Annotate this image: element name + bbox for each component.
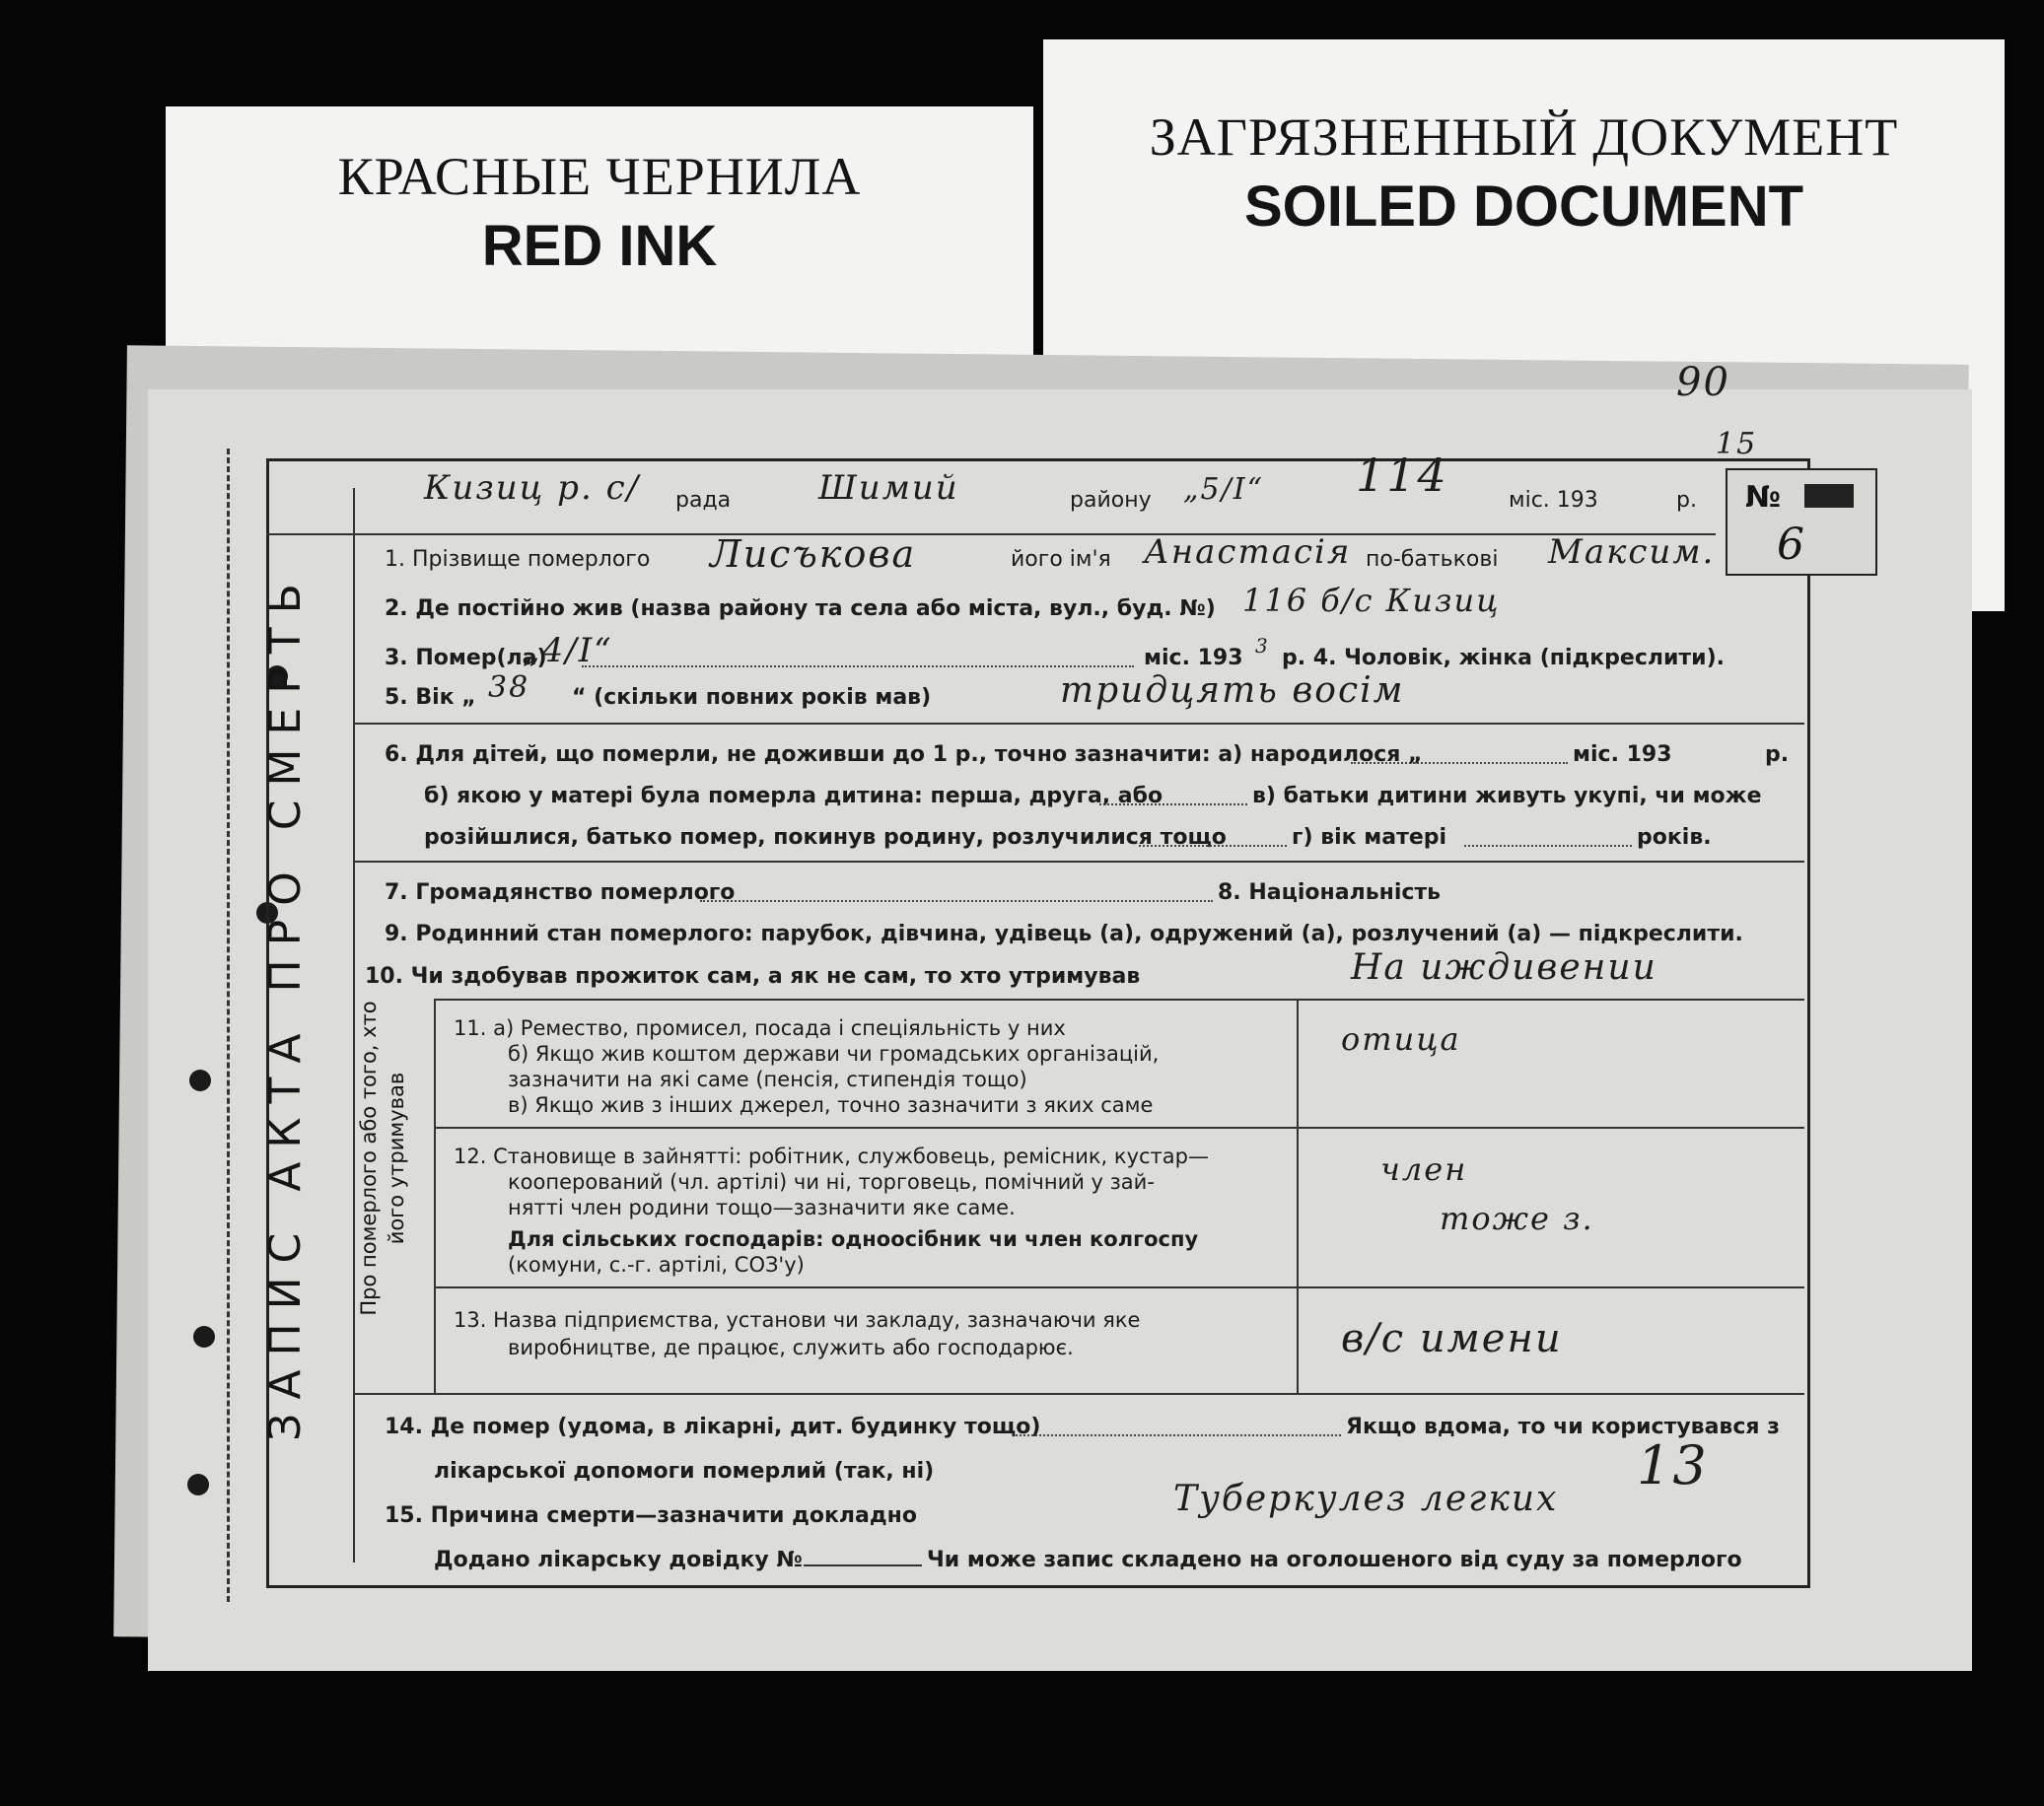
section-rule (434, 1127, 1804, 1129)
support-answer: На иждивении (1351, 947, 1657, 988)
employment-answer-1: член (1380, 1150, 1468, 1188)
side-handwritten-mark: 13 (1637, 1434, 1709, 1496)
dotted-fill-line (1464, 845, 1632, 847)
child-born-label: 6. Для дітей, що померли, не доживши до 1 р., точно зазначити: а) народилося „ (385, 742, 1423, 767)
employment-line-3: нятті член родини тощо—зазначити яке саме. (508, 1196, 1016, 1219)
support-label: 10. Чи здобував прожиток сам, а як не сам, то хто утримував (365, 964, 1141, 989)
death-record-form (148, 360, 1972, 1671)
marital-status-label: 9. Родинний стан померлого: парубок, дівчина, удівець (а), одружений (а), розлучений (а) — підкреслити. (385, 922, 1743, 946)
archive-page-number: 15 (1716, 427, 1758, 461)
place-of-death-label: 14. Де помер (удома, в лікарні, дит. будинку тощо) (385, 1415, 1041, 1439)
header-rule (266, 533, 1716, 535)
red-ink-label-ru: КРАСНЫЕ ЧЕРНИЛА (337, 147, 862, 206)
deceased-surname: Лисъкова (710, 532, 917, 576)
parents-label: в) батьки дитини живуть укупі, чи може (1252, 784, 1762, 808)
occupation-answer: отица (1341, 1020, 1461, 1058)
soiled-label-ru: ЗАГРЯЗНЕННЫЙ ДОКУМЕНТ (1149, 107, 1899, 167)
deceased-first-name: Анастасія (1144, 532, 1352, 572)
court-record-label: Чи може запис складено на оголошеного від суду за померлого (927, 1548, 1742, 1572)
dotted-fill-line (1099, 803, 1247, 805)
dotted-fill-line (582, 665, 1134, 667)
red-ink-label-en: RED INK (481, 214, 718, 278)
record-number-value: 6 (1777, 520, 1804, 570)
medical-help-label: Якщо вдома, то чи користувався з (1346, 1415, 1780, 1439)
dotted-fill-line (1016, 1434, 1341, 1436)
child-born-month: міс. 193 (1573, 742, 1672, 767)
soiled-label-en: SOILED DOCUMENT (1243, 174, 1804, 239)
dotted-fill-line (1139, 845, 1287, 847)
enterprise-answer: в/с имени (1341, 1316, 1563, 1361)
died-label: 3. Помер(ла) (385, 646, 547, 670)
punch-hole (189, 1070, 211, 1091)
section-rule (353, 723, 1804, 725)
archive-folio-number: 90 (1676, 360, 1730, 405)
section-rule (434, 999, 1804, 1001)
age-label: 5. Вік „ (385, 685, 476, 710)
section-rule (353, 861, 1804, 863)
occupation-b2-label: зазначити на які саме (пенсія, стипендія тощо) (508, 1068, 1027, 1091)
punch-hole (193, 1326, 215, 1348)
employment-answer-2: тоже з. (1440, 1200, 1594, 1237)
cause-of-death-label: 15. Причина смерти—зазначити докладно (385, 1503, 917, 1528)
enterprise-line-1: 13. Назва підприємства, установи чи закладу, зазначаючи яке (454, 1308, 1141, 1332)
occupation-a-label: 11. а) Ремество, промисел, посада і спеціяльність у них (454, 1016, 1066, 1040)
deceased-first-name-label: його ім'я (1011, 547, 1111, 572)
answer-column-rule (1297, 999, 1299, 1393)
form-side-title: ЗАПИС АКТА ПРО СМЕРТЬ (260, 570, 311, 1441)
header-year-suffix: р. (1676, 488, 1697, 513)
record-number-label: № (1745, 480, 1782, 515)
punch-hole (187, 1474, 209, 1495)
section-rule (434, 1286, 1804, 1288)
deceased-surname-label: 1. Прізвище померлого (385, 547, 651, 572)
hand-district: Шимий (818, 468, 959, 508)
hand-record-date: „5/І“ (1183, 472, 1264, 507)
mother-age-label: г) вік матері (1292, 825, 1447, 850)
employment-line-2: кооперований (чл. артілі) чи ні, торговець, помічний у зай- (508, 1170, 1155, 1194)
age-in-words: тридцять восім (1060, 670, 1405, 711)
parents-status-label: розійшлися, батько помер, покинув родину, розлучилися тощо (424, 825, 1227, 850)
child-order-label: б) якою у матері була померла дитина: перша, друга, або (424, 784, 1163, 808)
employment-line-1: 12. Становище в зайнятті: робітник, службовець, ремісник, кустар— (454, 1145, 1209, 1168)
child-born-year-suffix: р. (1765, 742, 1790, 767)
age-digits: 38 (488, 670, 530, 705)
sex-label: р. 4. Чоловік, жінка (підкреслити). (1282, 646, 1726, 670)
death-month-label: міс. 193 (1144, 646, 1243, 670)
dotted-fill-line (1351, 762, 1568, 764)
hand-village: Кизиц р. с/ (424, 468, 641, 508)
record-number-box (1726, 468, 1877, 576)
deceased-patronymic: Максим. (1548, 532, 1716, 572)
nationality-label: 8. Національність (1218, 880, 1442, 905)
mother-age-unit: років. (1637, 825, 1712, 850)
raion-label: району (1070, 488, 1152, 513)
enterprise-line-2: виробництве, де працює, служить або господарює. (508, 1336, 1074, 1359)
dotted-fill-line (700, 900, 1213, 902)
employment-line-4: Для сільських господарів: одноосібник чи член колгоспу (508, 1227, 1199, 1251)
occupation-c-label: в) Якщо жив з інших джерел, точно зазначити з яких саме (508, 1093, 1154, 1117)
citizenship-label: 7. Громадянство померлого (385, 880, 736, 905)
rada-label: рада (675, 488, 732, 513)
residence-label: 2. Де постійно жив (назва району та села або міста, вул., буд. №) (385, 596, 1216, 621)
patronymic-label: по-батькові (1366, 547, 1499, 572)
age-tail-label: “ (скільки повних років мав) (572, 685, 932, 710)
residence-address: 116 б/с Кизиц (1242, 582, 1501, 619)
section-rule (353, 1393, 1804, 1395)
cause-of-death: Туберкулез легких (1173, 1479, 1559, 1519)
perforation-guide (227, 449, 230, 1602)
side-column-rule (434, 999, 436, 1393)
medical-certificate-label: Додано лікарську довідку № (434, 1548, 803, 1572)
occupation-side-note: Про померлого або того, хто його утримував (357, 1001, 408, 1316)
occupation-b-label: б) Якщо жив коштом держави чи громадських організацій, (508, 1042, 1160, 1066)
medical-help-line-2: лікарської допомоги померлий (так, ні) (434, 1459, 935, 1484)
certificate-number-line (804, 1564, 922, 1566)
death-year-mark: 3 (1255, 634, 1270, 658)
employment-line-5: (комуни, с.-г. артілі, СОЗ'у) (508, 1253, 805, 1277)
crossed-out-number (1804, 484, 1854, 508)
hand-register-number: 114 (1356, 449, 1448, 502)
death-date: „4/І“ (523, 631, 613, 670)
header-month-label: міс. 193 (1509, 488, 1598, 513)
